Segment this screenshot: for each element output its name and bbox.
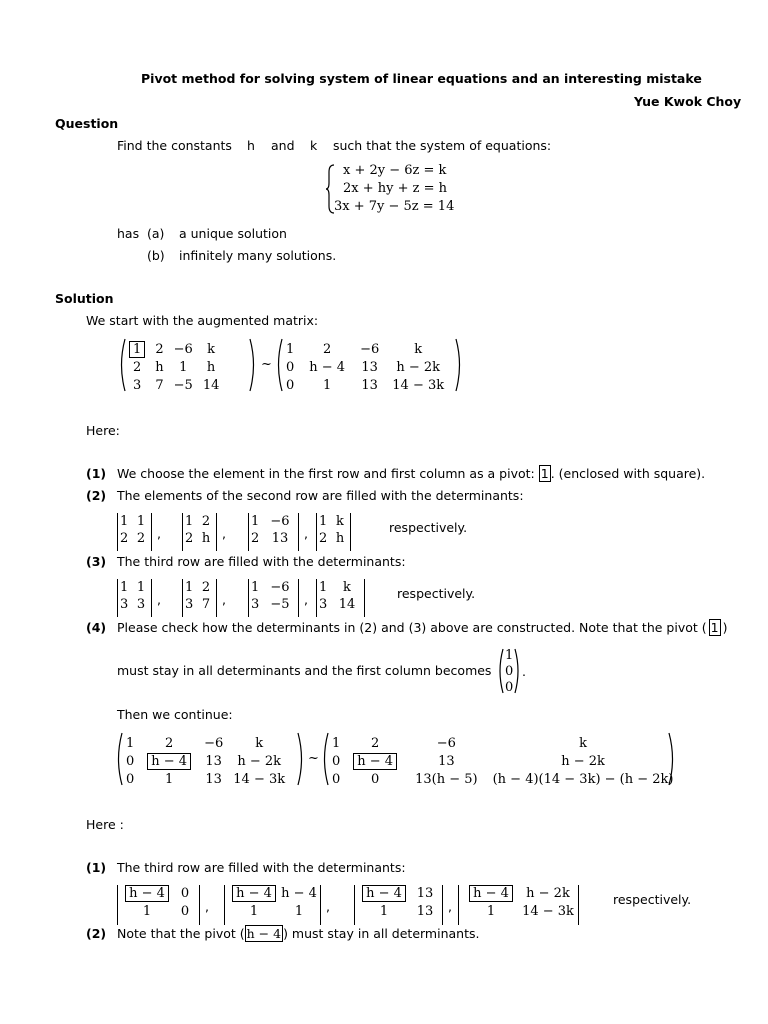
matrix-cell: k [414, 341, 423, 357]
determinant-right-bar [151, 513, 152, 551]
step1-label: (1) [86, 466, 107, 481]
matrix-cell: k [579, 735, 587, 751]
matrix-cell: 14 [202, 377, 220, 393]
matrix-cell: h − 2k [237, 753, 282, 769]
matrix-cell: 14 − 3k [392, 377, 445, 393]
determinant-left-bar [117, 579, 118, 617]
matrix-cell: 2 [323, 341, 332, 357]
matrix-cell: 13 [361, 377, 378, 393]
comma: , [222, 526, 226, 541]
determinant-entry: 1 [136, 514, 146, 529]
pivot-cell: h − 4 [147, 753, 191, 770]
matrix-cell: 0 [126, 771, 135, 787]
determinant-right-bar [216, 513, 217, 551]
equation-2: 2x + hy + z = h [343, 181, 448, 196]
column-entry: 0 [505, 664, 514, 679]
matrix-cell: −6 [360, 341, 380, 357]
determinant [248, 513, 308, 551]
s2-step2-label: (2) [86, 926, 107, 941]
matrix-cell: 0 [371, 771, 380, 787]
step1-text [117, 468, 705, 481]
matrix-cell: h − 2k [561, 753, 605, 769]
pivot-cell: h − 4 [353, 753, 397, 770]
determinant-right-bar [151, 579, 152, 617]
determinant-entry: 13 [416, 886, 434, 901]
determinant-right-bar [298, 513, 299, 551]
var-k: k [310, 138, 318, 153]
determinant [316, 513, 352, 551]
matrix-cell: 0 [332, 771, 341, 787]
determinant-entry: 1 [379, 904, 389, 919]
matrix3-right-paren [297, 732, 307, 786]
comma: , [157, 592, 161, 607]
determinant-entry: 0 [180, 886, 190, 901]
determinant-right-bar [350, 513, 351, 551]
step3-text: The third row are filled with the determinants: [117, 554, 406, 569]
determinant-left-bar [117, 513, 118, 551]
matrix3 [121, 734, 290, 788]
determinant-left-bar [224, 885, 225, 925]
s2-step2-text [117, 928, 479, 941]
determinant-entry: 3 [185, 597, 194, 612]
question-text-1: Find the constants [117, 138, 232, 153]
determinant-left-bar [316, 513, 317, 551]
matrix-cell: 2 [155, 341, 164, 357]
determinant-entry [120, 887, 174, 900]
determinant-entry: h [201, 531, 211, 546]
solution-heading: Solution [55, 291, 114, 306]
step3-label: (3) [86, 554, 107, 569]
matrix-cell: −5 [173, 377, 193, 393]
matrix-cell: 2 [371, 735, 380, 751]
pivot-cell: h − 4 [362, 885, 406, 902]
matrix-cell: 1 [179, 359, 188, 375]
determinant-entry: −6 [270, 580, 290, 595]
determinant-entry: 1 [294, 904, 304, 919]
s2-step2-text-a: Note that the pivot ( [117, 926, 245, 941]
determinant-entry: 13 [271, 531, 289, 546]
determinant-entry: 1 [319, 580, 328, 595]
matrix-cell: −6 [204, 735, 224, 751]
determinant-entry: k [336, 514, 344, 529]
determinant-right-bar [298, 579, 299, 617]
determinant [117, 513, 161, 551]
step4-text-a: Please check how the determinants in (2) and (3) above are constructed. Note that the pivot ( [117, 620, 707, 635]
solution-intro: We start with the augmented matrix: [86, 313, 319, 328]
equation-3: 3x + 7y − 5z = 14 [334, 199, 455, 214]
matrix-cell: 3 [133, 377, 142, 393]
matrix-cell: k [255, 735, 264, 751]
step2-label: (2) [86, 488, 107, 503]
question-text-2: such that the system of equations: [333, 138, 552, 153]
determinant-left-bar [458, 885, 459, 925]
matrix-cell: 1 [286, 341, 295, 357]
determinant-left-bar [117, 885, 118, 925]
matrix-cell: 13 [205, 753, 222, 769]
determinant-entry [461, 887, 521, 900]
matrix-cell: −6 [173, 341, 193, 357]
column-right-paren [514, 648, 522, 694]
matrix-cell: 2 [165, 735, 174, 751]
here-label-2: Here : [86, 817, 124, 832]
determinant-entry: 7 [201, 597, 211, 612]
comma: , [157, 526, 161, 541]
here-label-1: Here: [86, 423, 120, 438]
determinant-entry: 1 [251, 580, 260, 595]
matrix-cell: 13(h − 5) [415, 771, 478, 787]
matrix-cell: k [207, 341, 216, 357]
determinant-entry: −6 [270, 514, 290, 529]
pivot-cell: h − 4 [469, 885, 513, 902]
determinant-left-bar [316, 579, 317, 617]
tilde: ~ [308, 751, 319, 766]
matrix-cell: 2 [133, 359, 142, 375]
part-b-text: infinitely many solutions. [179, 248, 337, 263]
pivot-cell: 1 [129, 341, 145, 358]
matrix1-right-paren [249, 338, 259, 392]
determinant-left-bar [182, 579, 183, 617]
part-b-label: (b) [147, 248, 165, 263]
determinant-right-bar [442, 885, 443, 925]
determinant-entry: 1 [120, 514, 129, 529]
matrix-cell: 13 [438, 753, 455, 769]
step4-text-b: ) [722, 620, 728, 635]
determinant-entry: 2 [185, 531, 194, 546]
determinant-entry: h [335, 531, 345, 546]
determinant-right-bar [216, 579, 217, 617]
column-period: . [522, 664, 526, 679]
tilde: ~ [261, 357, 272, 372]
determinant-entry: 3 [120, 597, 129, 612]
determinant-entry [227, 887, 281, 900]
determinant-right-bar [199, 885, 200, 925]
determinant [182, 513, 226, 551]
determinant-entry: 14 − 3k [522, 904, 574, 919]
determinant-entry: h − 4 [281, 886, 317, 901]
matrix-cell: 0 [286, 359, 295, 375]
pivot-box: h − 4 [246, 926, 282, 941]
determinant-left-bar [248, 579, 249, 617]
determinant-entry: k [343, 580, 351, 595]
equation-1: x + 2y − 6z = k [343, 163, 447, 178]
determinant-entry: 0 [180, 904, 190, 919]
determinant-entry: −5 [270, 597, 290, 612]
matrix-cell: 1 [126, 735, 135, 751]
step1-text-b: . (enclosed with square). [550, 466, 706, 481]
determinant-entry: 1 [120, 580, 129, 595]
determinant-right-bar [578, 885, 579, 925]
page-title: Pivot method for solving system of linear equations and an interesting mistake [141, 71, 702, 86]
determinant-entry: 1 [249, 904, 259, 919]
comma: , [304, 526, 308, 541]
determinant-entry: 3 [251, 597, 260, 612]
comma: , [304, 592, 308, 607]
matrix-cell: h − 2k [396, 359, 441, 375]
determinant-entry: 2 [201, 514, 211, 529]
determinant [458, 885, 580, 925]
and-text: and [271, 138, 295, 153]
determinant [248, 579, 308, 617]
column-entry: 0 [505, 680, 514, 695]
matrix4 [327, 734, 679, 788]
matrix-cell: 0 [126, 753, 135, 769]
determinant-right-bar [320, 885, 321, 925]
matrix-cell: h [206, 359, 216, 375]
comma: , [205, 899, 209, 914]
part-a-text: a unique solution [179, 226, 287, 241]
matrix4-right-paren [668, 732, 678, 786]
has-text: has [117, 226, 140, 241]
determinant [117, 579, 161, 617]
s2-step1-text: The third row are filled with the determinants: [117, 860, 406, 875]
determinant-entry [357, 887, 411, 900]
step4-label: (4) [86, 620, 107, 635]
matrix-cell: 1 [323, 377, 332, 393]
matrix-cell: 13 [205, 771, 222, 787]
pivot-box: 1 [710, 620, 719, 635]
question-heading: Question [55, 116, 119, 131]
matrix-cell: 7 [155, 377, 164, 393]
determinant-entry: h − 2k [526, 886, 570, 901]
matrix-cell: 0 [286, 377, 295, 393]
pivot-cell: h − 4 [232, 885, 276, 902]
respectively-3: respectively. [613, 892, 692, 907]
determinant-entry: 1 [251, 514, 260, 529]
determinant-entry: 1 [142, 904, 152, 919]
determinant-left-bar [182, 513, 183, 551]
respectively-2: respectively. [397, 586, 476, 601]
determinant-entry: 2 [136, 531, 146, 546]
step4-text-c: must stay in all determinants and the first column becomes [117, 663, 492, 678]
determinant [224, 885, 330, 925]
determinant-entry: 3 [319, 597, 328, 612]
determinant-entry: 13 [416, 904, 434, 919]
determinant [354, 885, 452, 925]
matrix-cell: −6 [436, 735, 456, 751]
determinant-entry: 2 [120, 531, 129, 546]
matrix-cell: h [155, 359, 164, 375]
matrix-cell: 14 − 3k [233, 771, 286, 787]
determinant-left-bar [248, 513, 249, 551]
matrix-cell: h − 4 [309, 359, 346, 375]
matrix-cell: 13 [361, 359, 378, 375]
matrix-cell: (h − 4)(14 − 3k) − (h − 2k) [492, 771, 674, 787]
matrix-cell: 1 [165, 771, 174, 787]
determinant-entry: 1 [486, 904, 496, 919]
determinant-entry: 1 [319, 514, 328, 529]
comma: , [326, 899, 330, 914]
determinant-entry: 2 [201, 580, 211, 595]
comma: , [222, 592, 226, 607]
s2-step1-label: (1) [86, 860, 107, 875]
determinant-entry: 2 [319, 531, 328, 546]
matrix-cell: 1 [332, 735, 341, 751]
determinant-entry: 14 [338, 597, 356, 612]
matrix-cell: 0 [332, 753, 341, 769]
pivot-box: 1 [540, 466, 549, 481]
step2-text: The elements of the second row are filled with the determinants: [117, 488, 524, 503]
determinant [182, 579, 226, 617]
s2-step2-text-b: ) must stay in all determinants. [283, 926, 480, 941]
step4-text [117, 622, 727, 635]
determinant-right-bar [364, 579, 365, 617]
pivot-cell: h − 4 [125, 885, 169, 902]
author: Yue Kwok Choy [634, 94, 742, 109]
determinant-entry: 3 [136, 597, 146, 612]
column-entry: 1 [505, 648, 514, 663]
then-continue: Then we continue: [117, 707, 233, 722]
matrix1 [124, 340, 224, 394]
step1-text-a: We choose the element in the first row and first column as a pivot: [117, 466, 535, 481]
comma: , [448, 899, 452, 914]
part-a-label: (a) [147, 226, 165, 241]
determinant-entry: 1 [136, 580, 146, 595]
determinant [117, 885, 209, 925]
determinant-entry: 1 [185, 514, 194, 529]
determinant-entry: 1 [185, 580, 194, 595]
determinant-entry: 2 [251, 531, 260, 546]
matrix2 [281, 340, 452, 394]
respectively-1: respectively. [389, 520, 468, 535]
column-left-paren [496, 648, 504, 694]
var-h: h [247, 138, 255, 153]
determinant [316, 579, 366, 617]
determinant-left-bar [354, 885, 355, 925]
matrix2-right-paren [455, 338, 465, 392]
